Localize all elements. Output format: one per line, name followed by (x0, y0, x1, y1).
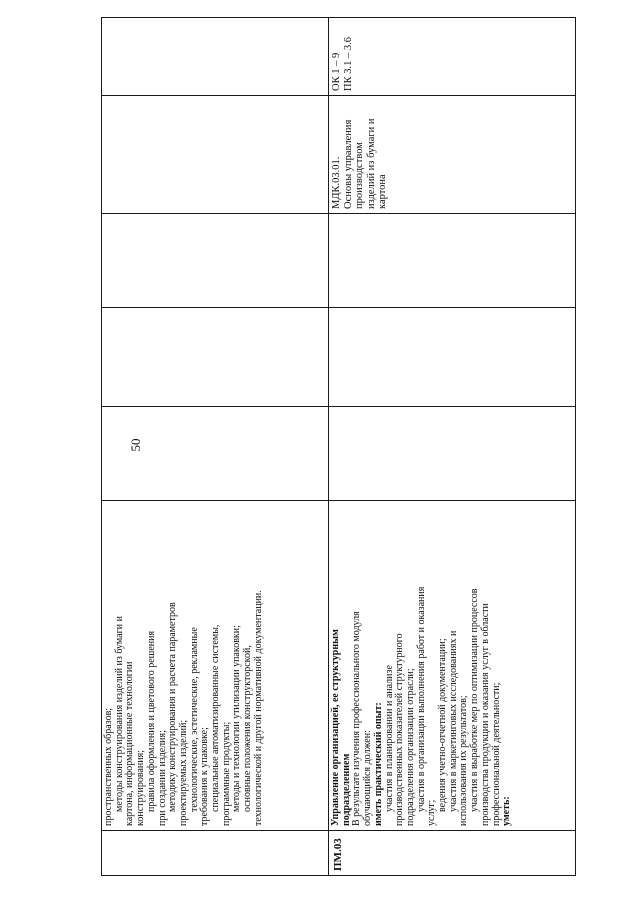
mdk-line: картона (377, 174, 388, 209)
content-line: подразделения организации отрасли; (404, 668, 416, 826)
empty-cell (102, 214, 329, 308)
content-line: конструирования; (135, 750, 147, 826)
content-line: услуг; (426, 799, 438, 826)
content-line: производства продукции и оказания услуг в области (479, 603, 491, 826)
content-line: технологической и другой нормативной документации. (252, 590, 264, 826)
mdk-cell (102, 96, 329, 214)
content-line: участия в выработке мер по оптимизации процессов (469, 588, 481, 812)
content-line: иметь практический опыт: (372, 702, 384, 826)
competencies-cell (102, 18, 329, 96)
module-code-cell (102, 831, 329, 876)
mdk-line: МДК.03.01. (331, 156, 342, 209)
empty-cell (329, 407, 576, 501)
content-line: проектируемых изделий; (177, 719, 189, 826)
competency-line: ПК 3.1 – 3.6 (342, 37, 354, 91)
competencies-cell (329, 18, 576, 96)
mdk-line: изделий из бумаги и (365, 118, 377, 209)
mdk-cell (329, 96, 576, 214)
content-line: методы и технологии утилизации упаковки; (231, 625, 243, 812)
content-line: правила оформления и цветового решения (145, 630, 157, 812)
content-line: ведения учетно-отчетной документации; (437, 638, 449, 812)
content-line: уметь: (501, 796, 513, 826)
content-line: В результате изучения профессионального модуля (351, 611, 363, 826)
content-line: картона, информационные технологии (124, 661, 136, 826)
content-cell (102, 501, 329, 831)
mdk-line: Основы управления (342, 119, 354, 209)
module-code-cell: ПМ.03 (329, 831, 576, 876)
content-line: подразделением (340, 753, 352, 826)
table-row (329, 18, 576, 876)
content-line: участия в организации выполнения работ и оказания (415, 586, 427, 812)
empty-cell (329, 214, 576, 308)
content-line: требования к упаковке; (199, 727, 211, 826)
empty-cell (102, 407, 329, 501)
empty-cell (329, 308, 576, 407)
content-line: методику конструирования и расчета параметров (167, 602, 179, 812)
content-line: основные положения конструкторской, (242, 645, 254, 812)
content-line: пространственных образов; (103, 707, 114, 826)
mdk-line: производством (354, 142, 365, 209)
content-line: методы конструирования изделий из бумаги и (113, 616, 125, 812)
content-line: использования их результатов; (458, 695, 470, 826)
empty-cell (102, 308, 329, 407)
content-line: Управление организацией, ее структурным (330, 629, 341, 826)
competency-line: ОК 1 – 9 (331, 52, 342, 91)
rotated-table-sheet (101, 37, 575, 876)
table-row (102, 18, 329, 876)
content-line: при создании изделия; (156, 730, 168, 826)
content-line: специальные автоматизированные системы, (210, 624, 222, 812)
content-line: участия в планировании и анализе (383, 665, 395, 812)
content-line: производственных показателей структурного (394, 633, 406, 826)
content-line: программные продукты; (220, 721, 232, 826)
content-line: профессиональной деятельности; (490, 682, 502, 826)
curriculum-table (101, 17, 576, 876)
page-number: 50 (128, 438, 143, 452)
content-line: участия в маркетинговых исследованиях и (447, 630, 459, 812)
content-line: технологические, эстетические, рекламные (188, 627, 200, 812)
content-line: обучающийся должен: (362, 730, 374, 826)
content-cell (329, 501, 576, 831)
